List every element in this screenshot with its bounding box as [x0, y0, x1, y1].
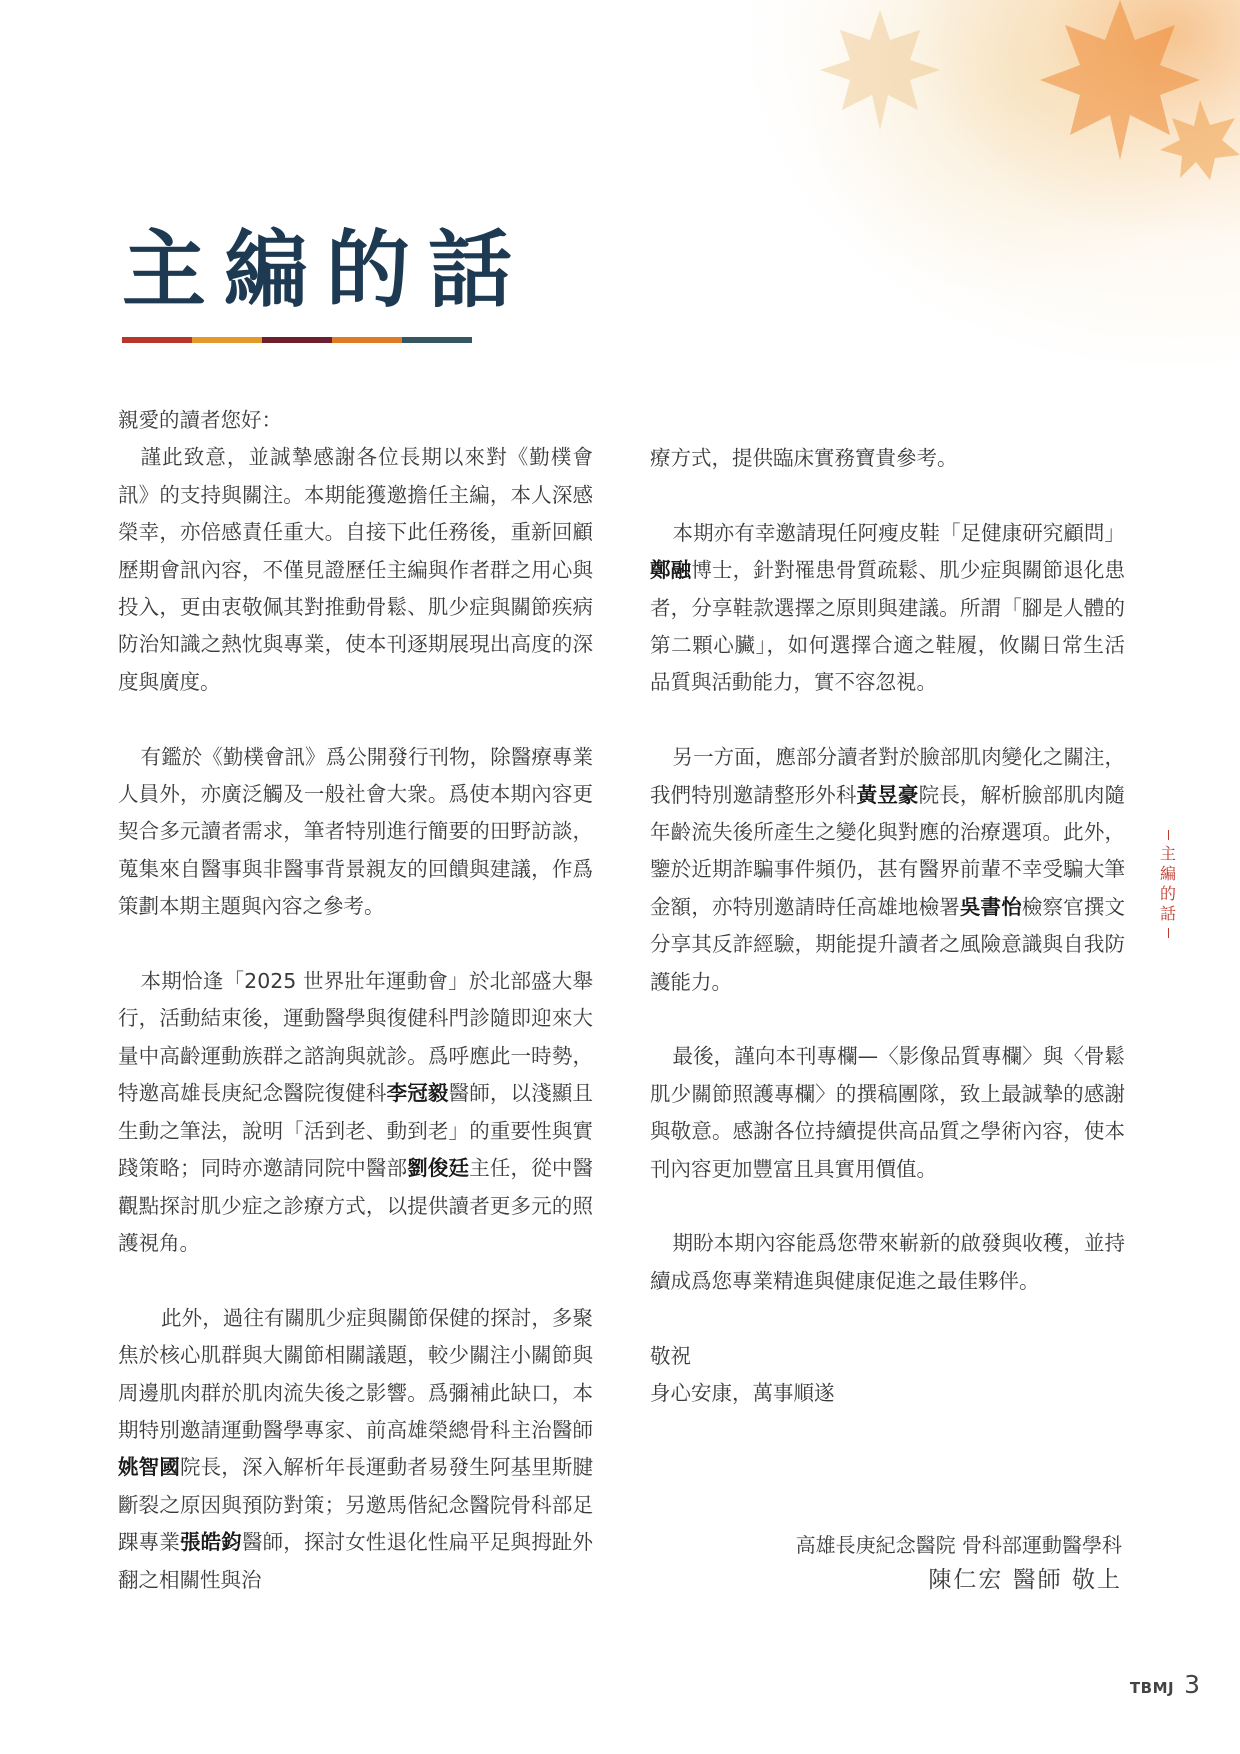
maple-leaf-decoration	[780, 0, 980, 140]
side-tab-char: 編	[1159, 864, 1176, 883]
paragraph: 期盼本期內容能爲您帶來嶄新的啟發與收穫，並持續成爲您專業精進與健康促進之最佳夥伴。	[650, 1231, 1125, 1293]
left-column	[118, 402, 593, 1599]
signature-affiliation: 高雄長庚紀念醫院 骨科部運動醫學科	[795, 1533, 1122, 1557]
title-underline-segment	[402, 337, 472, 343]
person-name: 張皓鈞	[179, 1530, 242, 1555]
page-footer	[1130, 1670, 1200, 1699]
page-number: 3	[1184, 1670, 1200, 1699]
title-underline-segment	[262, 337, 332, 343]
person-name: 劉俊廷	[407, 1156, 470, 1181]
paragraph: 療方式，提供臨床實務寶貴參考。	[650, 446, 958, 470]
autumn-leaves-background	[680, 0, 1240, 420]
maple-leaf-decoration	[1000, 0, 1240, 180]
person-name: 吳書怡	[959, 894, 1022, 919]
closing-wishes: 身心安康，萬事順遂	[650, 1381, 835, 1406]
paragraph: 本期恰逢「2025 世界壯年運動會」於北部盛大舉行，活動結束後，運動醫學與復健科門診隨即迎來大量中高齡運動族群之諮詢與就診。爲呼應此一時勢，特邀高雄長庚紀念醫院復健科李冠毅醫師，以淺顯且生動之筆法，說明「活到老、動到老」的重要性與實踐策略；同時亦邀請同院中醫部劉俊廷主任，從中醫觀點探討肌少症之診療方式，以提供讀者更多元的照護視角。	[118, 969, 594, 1255]
paragraph: 另一方面，應部分讀者對於臉部肌肉變化之關注，我們特別邀請整形外科黃昱豪院長，解析臉部肌肉隨年齡流失後所產生之變化與對應的治療選項。此外，鑒於近期詐騙事件頻仍，甚有醫界前輩不幸受騙大筆金額，亦特別邀請時任高雄地檢署吳書怡檢察官撰文分享其反詐經驗，期能提升讀者之風險意識與自我防護能力。	[650, 745, 1126, 994]
person-name: 姚智國	[118, 1455, 180, 1480]
person-name: 李冠毅	[386, 1081, 449, 1106]
title-underline-segment	[332, 337, 402, 343]
side-tab-char: 話	[1159, 904, 1176, 923]
person-name: 鄭融	[650, 558, 692, 583]
title-underline-segment	[122, 337, 192, 343]
right-column	[650, 440, 1125, 1412]
signature-block	[796, 1528, 1122, 1598]
title-underline	[122, 337, 472, 343]
paragraph: 最後，謹向本刊專欄—〈影像品質專欄〉與〈骨鬆肌少關節照護專欄〉的撰稿團隊，致上最誠摯的感謝與敬意。感謝各位持續提供高品質之學術內容，使本刊內容更加豐富且具實用價值。	[650, 1044, 1125, 1181]
paragraph: 此外，過往有關肌少症與關節保健的探討，多聚焦於核心肌群與大關節相關議題，較少關注小關節與周邊肌肉群於肌肉流失後之影響。爲彌補此缺口，本期特別邀請運動醫學專家、前高雄榮總骨科主治醫師姚智國院長，深入解析年長運動者易發生阿基里斯腱斷裂之原因與預防對策；另邀馬偕紀念醫院骨科部足踝專業張皓鈞醫師，探討女性退化性扁平足與拇趾外翻之相關性與治	[118, 1305, 594, 1592]
page-title: 主編的話	[122, 220, 531, 319]
signature-name: 陳仁宏 醫師 敬上	[928, 1567, 1122, 1593]
title-underline-segment	[192, 337, 262, 343]
paragraph: 有鑑於《勤樸會訊》爲公開發行刊物，除醫療專業人員外，亦廣泛觸及一般社會大衆。爲使本期內容更契合多元讀者需求，筆者特別進行簡要的田野訪談，蒐集來自醫事與非醫事背景親友的回饋與建議，作爲策劃本期主題與內容之參考。	[118, 744, 593, 919]
side-tab-char: 主	[1159, 844, 1176, 863]
greeting: 親愛的讀者您好：	[118, 408, 282, 432]
paragraph: 謹此致意，並誠摯感謝各位長期以來對《勤樸會訊》的支持與關注。本期能獲邀擔任主編，本人深感榮幸，亦倍感責任重大。自接下此任務後，重新回顧歷期會訊內容，不僅見證歷任主編與作者群之用心與投入，更由衷敬佩其對推動骨鬆、肌少症與關節疾病防治知識之熱忱與專業，使本刊逐期展現出高度的深度與廣度。	[118, 445, 593, 694]
side-tab-tick	[1168, 830, 1169, 840]
side-tab-char: 的	[1159, 884, 1176, 903]
side-tab-tick	[1168, 928, 1169, 938]
section-side-tab	[1158, 826, 1178, 942]
journal-brand: TBMJ	[1129, 1679, 1175, 1697]
person-name: 黃昱豪	[856, 782, 919, 807]
closing-salutation: 敬祝	[650, 1343, 691, 1368]
paragraph: 本期亦有幸邀請現任阿瘦皮鞋「足健康研究顧問」鄭融博士，針對罹患骨質疏鬆、肌少症與關節退化患者，分享鞋款選擇之原則與建議。所謂「腳是人體的第二顆心臟」，如何選擇合適之鞋履，攸關日常生活品質與活動能力，實不容忽視。	[650, 520, 1126, 695]
